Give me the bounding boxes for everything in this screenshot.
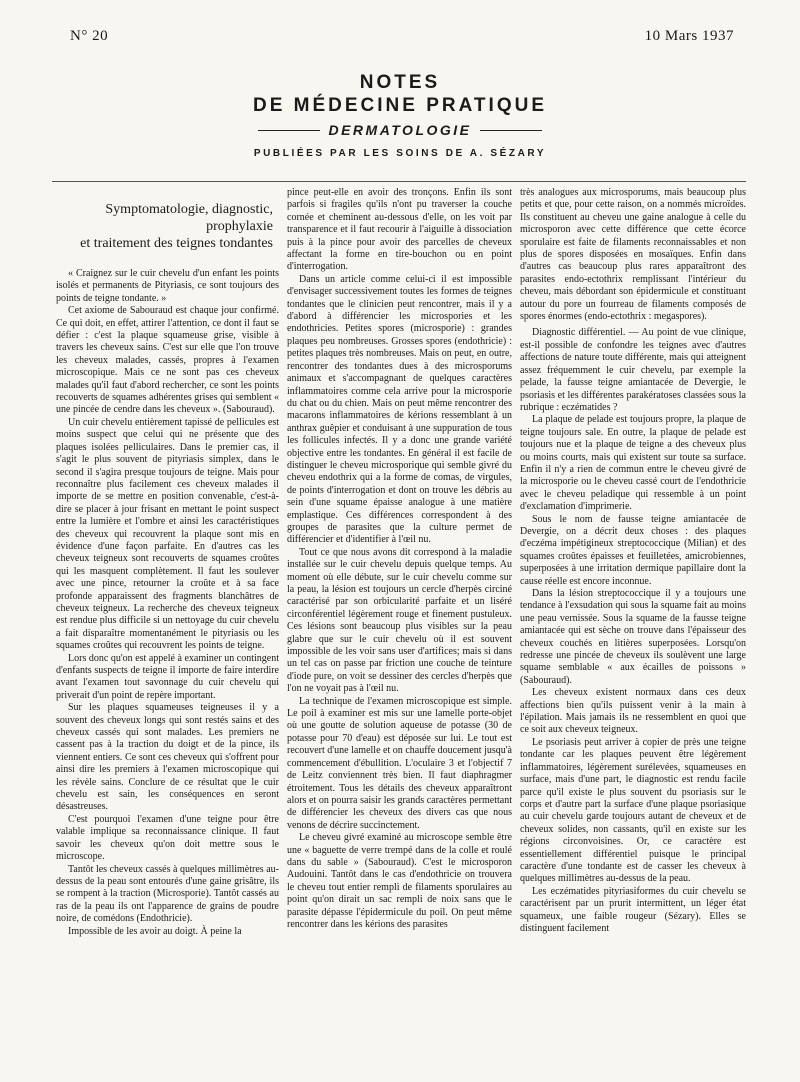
paragraph: La plaque de pelade est toujours propre, la plaque de teigne toujours sale. En outre, la plaque de pelade est toujours nue et la plaque de teigne a des cheveux plus ou moins courts, mais qui existent sur toute sa surface. Enfin il n'y a rien de commun entre le cheveu givré de la microsporie ou le cheveu cassé court de l'endothricie avec le cheveu peladique qui ressemble à un point d'exclamation d'imprimerie. xyxy=(520,414,746,513)
column-2 xyxy=(287,187,512,931)
heading-notes: NOTES xyxy=(359,72,441,93)
paragraph: Diagnostic différentiel. — Au point de vue clinique, est-il possible de confondre les teignes avec d'autres affections de nature toute différente, mais qui atteignent assez fréquemment le cuir chevelu, par exemple la pelade, la fausse teigne amiantacée de Devergie, le psoriasis et les différentes parakératoses classées sous la rubrique : eczématides ? xyxy=(520,327,746,413)
column-1 xyxy=(56,187,279,938)
paragraph: Impossible de les avoir au doigt. À peine la xyxy=(68,925,242,937)
paragraph: Dans la lésion streptococcique il y a toujours une tendance à l'exsudation qui sous la squame fait au moins une peau vernissée. Sous la squame de la fausse teigne amiantacée qui est sèche on trouve dans l'épaisseur des cheveux couchés en litières superposées. Lorsqu'on redresse une pincée de cheveux ils soulèvent une large squame semblable « aux écailles de poissons » (Sabouraud). xyxy=(520,588,746,686)
section-title: DERMATOLOGIE xyxy=(328,122,472,138)
article-title-line-1: Symptomatologie, diagnostic, xyxy=(105,202,273,217)
section-rule-left xyxy=(258,130,320,131)
heading-medecine-pratique: DE MÉDECINE PRATIQUE xyxy=(252,95,547,116)
paragraph: Un cuir chevelu entièrement tapissé de pellicules est moins suspect que celui qui ne présente que des plaques isolées pelliculaires. Dans le premier cas, il s'agit le plus souvent de pityriasis simplex, dans le second il s'agira presque toujours de teigne. Mais pour reconnaître plus facilement ces cheveux malades il importe de se mettre en position convenable, c'est-à-dire se placer à jour frisant en mettant le point suspect entre la lumière et l'ombre et ainsi les caractéristiques des cheveux qui recouvrent la plaque sont mis en évidence d'une façon parfaite. En d'autres cas les cheveux teigneux sont recouverts de squames croûtes qui les masquent complètement. Il faut les soulever avec une pince, retourner la croûte et à sa face profonde apparaissent des fragments blanchâtres de cheveux teigneux. La recherche des cheveux teigneux est rendue plus difficile si un nettoyage du cuir chevelu a fait disparaître momentanément le pityriasis ou les squames croûtes qui recouvrent les points de teigne. xyxy=(56,416,279,652)
journal-heading xyxy=(0,72,800,159)
article-title xyxy=(74,201,273,252)
paragraph: Les eczématides pityriasiformes du cuir chevelu se caractérisent par un prurit intermittent, un léger état squameux, une faible rougeur (Sézary). Elles se distinguent facilement xyxy=(520,885,746,934)
issue-number: N° 20 xyxy=(70,28,109,44)
paragraph: « Craignez sur le cuir chevelu d'un enfant les points isolés et permanents de Pityriasis, ce sont toujours des points de teigne tondante. » xyxy=(56,268,279,304)
paragraph: Le psoriasis peut arriver à copier de près une teigne tondante car les plaques peuvent être légèrement inflammatoires, légèrement surélevées, squameuses en surface, mais d'une part, le diagnostic est rendu facile parce qu'il existe le plus souvent du psoriasis sur le corps et d'autre part la surface d'une plaque psoriasique au cuir chevelu garde toujours autant de cheveux et de cheveux solides, non cassants, qu'il en existe sur les régions circonvoisines. Or, ce caractère est essentiellement différentiel puisque le principal caractère d'une tondante est de casser les cheveux à quelques millimètres au-dessus de la peau. xyxy=(520,736,746,885)
paragraph: Le cheveu givré examiné au microscope semble être une « baguette de verre trempé dans de la colle et roulé dans du sable » (Sabouraud). C'est le microsporon Audouini. Tantôt dans le cas d'endothricie on trouvera le cheveu tout entier rempli de filaments sporulaires au point qu'on dirait un sac rempli de noix sans que le parasite dépasse l'épidermicule du poil. On peut même rencontrer dans les kérions des parasites xyxy=(287,832,512,930)
paragraph: Tout ce que nous avons dit correspond à la maladie installée sur le cuir chevelu depuis quelque temps. Au moment où elle débute, sur le cuir chevelu comme sur la peau, la lésion est toujours un cercle d'herpès circiné caractérisé par son orbicularité parfaite et un liséré circonférentiel légèrement rouge et finement pustuleux. Ces lésions sont beaucoup plus visibles sur la peau glabre que sur le cuir chevelu où il est souvent impossible de les voir sans user d'artifices; mais si dans un tel cas on passe par friction une couche de teinture d'iode pure, on voit se dessiner des cercles d'herpès que l'on ne voyait pas à l'œil nu. xyxy=(287,546,512,695)
byline: PUBLIÉES PAR LES SOINS DE A. SÉZARY xyxy=(253,148,547,159)
paragraph: Dans un article comme celui-ci il est impossible d'envisager successivement toutes les formes de teignes tondantes que le clinicien peut rencontrer, mais il y a d'abord à différencier les microspories et les endothricies. Petites spores (microsporie) : grandes plaques peu nombreuses. Grosses spores (endothricie) : petites plaques très nombreuses. Mais on peut, en outre, rencontrer des tondantes dues à des microsporums animaux et s'accompagnant de quelques caractères inflammatoires comme cela arrive pour la microsporie du chat ou du chien. Mais on peut même rencontrer des macarons inflammatoires de kérions ressemblant à un anthrax guêpier et conduisant à une suppuration de tous les follicules infectés. Il y a donc une grande variété objective entre les tondantes. En général il est facile de distinguer le cheveu microsporique qui semble givré du cheveu endothrix qui a la forme de comas, de virgules, de points d'interrogation et dont on trouve les débris au sein d'une squame épaisse analogue à une matière emplastique. Ces différences correspondent à des groupes de parasites que la culture permet de différencier et d'identifier à l'œil nu. xyxy=(287,273,512,546)
paragraph: pince peut-elle en avoir des tronçons. Enfin ils sont parfois si fragiles qu'ils n'ont pu traverser la couche cornée et cheminent au-dessous d'elle, on les voit par transparence et il faut recourir à l'aiguille à dissociation puis à la pince pour avoir des parcelles de cheveux affectant la forme en tire-bouchon ou en point d'interrogation. xyxy=(287,187,512,273)
issue-date: 10 Mars 1937 xyxy=(644,28,734,44)
paragraph: Cet axiome de Sabouraud est chaque jour confirmé. Ce qui doit, en effet, attirer l'attention, ce dont il faut se défier : c'est la plaque squameuse grise, visible à travers les cheveux sains. C'est sur elle que l'on trouve les cheveux malades, cassés, propres à l'examen microscopique. Mais ce ne sont pas ces cheveux malades qu'il faut d'abord rechercher, ce sont les points recouverts de squames adhérentes grises qui semblent « une pincée de cendre dans les cheveux ». (Sabouraud). xyxy=(56,305,279,416)
paragraph: C'est pourquoi l'examen d'une teigne pour être valable implique sa reconnaissance clinique. Il faut savoir les cheveux qu'on doit mettre sous le microscope. xyxy=(56,813,279,863)
section-rule-right xyxy=(480,130,542,131)
paragraph: La technique de l'examen microscopique est simple. Le poil à examiner est mis sur une lamelle porte-objet où une goutte de solution aqueuse de potasse (30 de potasse pour 70 d'eau) est déposée sur lui. Le tout est recouvert d'une lamelle et on chauffe doucement jusqu'à commencement d'ébullition. L'oculaire 3 et l'objectif 7 de Leitz conviennent très bien. Il faut diaphragmer étroitement. Tous les détails des cheveux apparaîtront alors et on pourra saisir les grands caractères permettant de différencier les cheveux des divers cas que nous venons de décrire succinctement. xyxy=(287,695,512,831)
paragraph: Lors donc qu'on est appelé à examiner un contingent d'enfants suspects de teigne il importe de faire interdire avant l'examen tout savonnage du cuir chevelu qui priverait d'un point de repère important. xyxy=(56,652,279,701)
paragraph: Les cheveux existent normaux dans ces deux affections bien qu'ils puissent venir à la main à l'épilation. Mais jamais ils ne ressemblent en quoi que ce soit aux cheveux teigneux. xyxy=(520,687,746,736)
article-title-line-2: prophylaxie xyxy=(206,219,273,234)
column-3 xyxy=(520,187,746,935)
paragraph: Tantôt les cheveux cassés à quelques millimètres au-dessus de la peau sont entourés d'une gaine grisâtre, ils se rompent à la traction (Microsporie). Tantôt cassés au ras de la peau ils ont l'apparence de grains de poudre noire, de comédons (Endothricie). xyxy=(56,863,279,925)
paragraph: Sous le nom de fausse teigne amiantacée de Devergie, on a décrit deux choses : des plaques d'eczéma impétigineux streptococcique (Milian) et des squames croûtes épaisses et feuilletées, amicrobiennes, superposées à une irritation dermique papillaire dont la cause réelle est encore inconnue. xyxy=(520,513,746,587)
paragraph: Sur les plaques squameuses teigneuses il y a souvent des cheveux longs qui sont restés sains et des cheveux cassés qui sont malades. Les premiers ne cassent pas à la traction du doigt et de la pince, ils viennent entiers. Ce sont ces cheveux qui s'offrent pour ainsi dire les premiers à l'examen microscopique qui les révèle sains. Conclure de ce résultat que le cuir chevelu est sain, les conséquences en seront désastreuses. xyxy=(56,702,279,813)
article-title-line-3: et traitement des teignes tondantes xyxy=(80,236,273,251)
paragraph: très analogues aux microsporums, mais beaucoup plus petits et que, pour cette raison, on a nommés microïdes. Ils constituent au cheveu une gaine analogue à celle du microsporon avec cette différence que cette écorce sporulaire est faite de filaments reconnaissables et non plus de spores disposées en mosaïques. Enfin dans d'autres cas beaucoup plus rares apparaîtront des parasites endo-ectothrix remplissant l'intérieur du cheveu, mais débordant son épidermicule et constituant autour du pore un fourreau de filaments composés de spores énormes (endo-ectothrix : megaspores). xyxy=(520,187,746,323)
heading-divider xyxy=(52,181,746,182)
section-row xyxy=(0,122,800,138)
